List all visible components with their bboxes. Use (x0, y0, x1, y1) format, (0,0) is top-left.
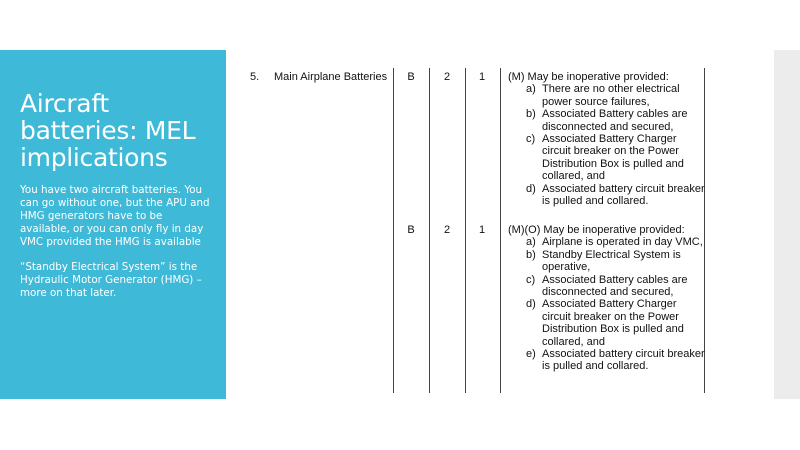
condition-item: c) Associated Battery cables are disconnected and secured, (526, 273, 688, 299)
condition-heading: (M) May be inoperative provided: (508, 71, 669, 83)
body-paragraph-1: You have two aircraft batteries. You can go without one, but the APU and HMG generators have to be available, or you can only fly in day VMC provided the HMG is available (20, 184, 210, 248)
mel-table (250, 68, 710, 393)
conditions-block (508, 71, 707, 207)
condition-item: b) Associated Battery cables are disconnected and secured, (526, 108, 688, 133)
condition-item: a) Airplane is operated in day VMC, (526, 236, 703, 249)
condition-item: d) Associated battery circuit breaker is pulled and collared. (526, 182, 705, 208)
condition-item: e) Associated battery circuit breaker is pulled and collared. (526, 348, 705, 373)
slide-title: Aircraft batteries: MEL implications (20, 89, 196, 172)
body-paragraph-2: “Standby Electrical System” is the Hydraulic Motor Generator (HMG) – more on that later. (20, 261, 202, 299)
column-divider (465, 68, 466, 393)
category-cell: B (407, 71, 415, 83)
conditions-block (508, 224, 707, 373)
column-divider (429, 68, 430, 393)
category-cell: B (407, 224, 415, 236)
right-margin-panel (774, 50, 800, 399)
slide-body (20, 184, 212, 312)
installed-cell: 2 (443, 71, 451, 83)
required-cell: 1 (478, 71, 486, 83)
installed-cell: 2 (443, 224, 451, 236)
condition-item: d) Associated Battery Charger circuit breaker on the Power Distribution Box is pulled and collared, and (526, 298, 684, 348)
condition-heading: (M)(O) May be inoperative provided: (508, 224, 685, 236)
condition-item: c) Associated Battery Charger circuit breaker on the Power Distribution Box is pulled and collared, and (526, 133, 684, 183)
column-divider (393, 68, 394, 393)
required-cell: 1 (478, 224, 486, 236)
condition-item: a) There are no other electrical power source failures, (526, 83, 680, 108)
condition-item: b) Standby Electrical System is operative, (526, 248, 681, 274)
item-number: 5. (250, 71, 260, 83)
column-divider (500, 68, 501, 393)
item-name: Main Airplane Batteries (274, 71, 388, 83)
